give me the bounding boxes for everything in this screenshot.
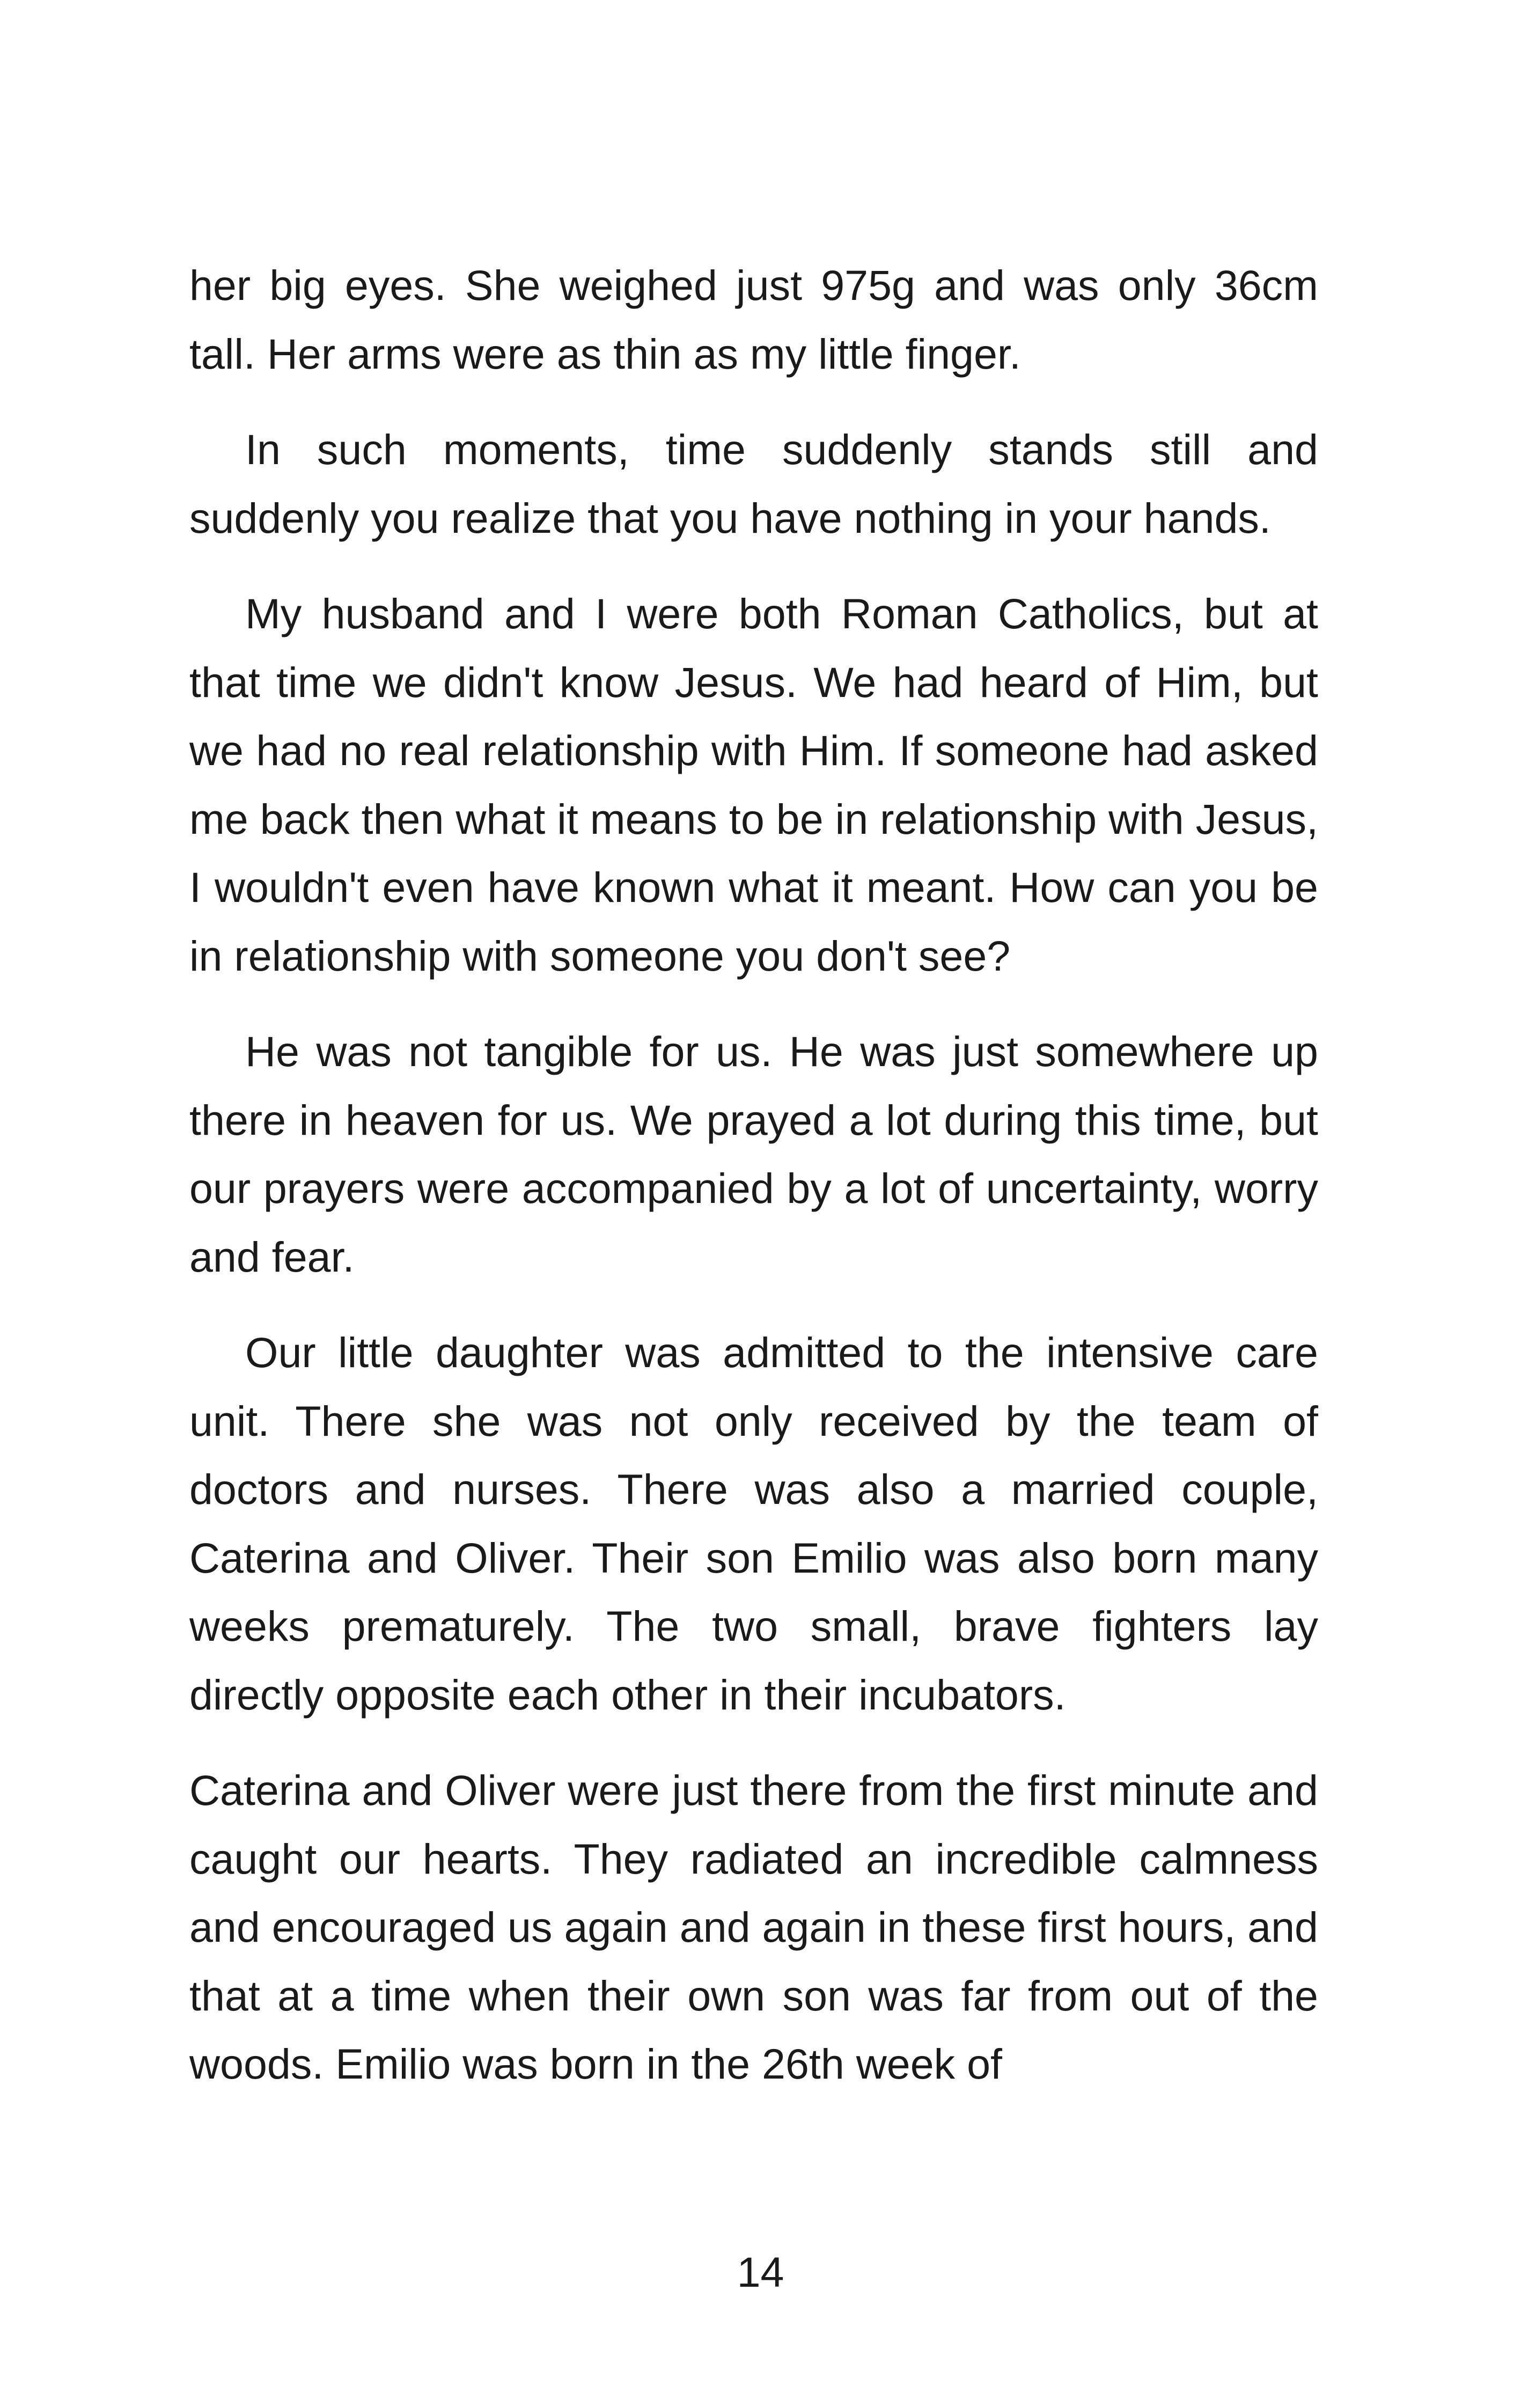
body-text bbox=[189, 251, 1318, 2098]
page-number: 14 bbox=[737, 2248, 784, 2296]
paragraph-6: Caterina and Oliver were just there from the first minute and caught our hearts. They radiated an incredible calmness and encouraged us again and again in these first hours, and that at a time when their own son was far from out of the woods. Emilio was born in the 26th week of bbox=[189, 1766, 1318, 2088]
paragraph-1: her big eyes. She weighed just 975g and was only 36cm tall. Her arms were as thin as my little finger. bbox=[189, 261, 1318, 378]
paragraph-2: In such moments, time suddenly stands still and suddenly you realize that you have nothing in your hands. bbox=[189, 425, 1318, 542]
paragraph-4: He was not tangible for us. He was just somewhere up there in heaven for us. We prayed a lot during this time, but our prayers were accompanied by a lot of uncertainty, worry and fear. bbox=[189, 1027, 1318, 1281]
paragraph-3: My husband and I were both Roman Catholics, but at that time we didn't know Jesus. We had heard of Him, but we had no real relationship with Him. If someone had asked me back then what it means to be in relationship with Jesus, I wouldn't even have known what it meant. How can you be in relationship with someone you don't see? bbox=[189, 590, 1318, 980]
paragraph-5: Our little daughter was admitted to the intensive care unit. There she was not only received by the team of doctors and nurses. There was also a married couple, Caterina and Oliver. Their son Emilio was also born many weeks prematurely. The two small, brave fighters lay directly opposite each other in their incubators. bbox=[189, 1328, 1318, 1719]
